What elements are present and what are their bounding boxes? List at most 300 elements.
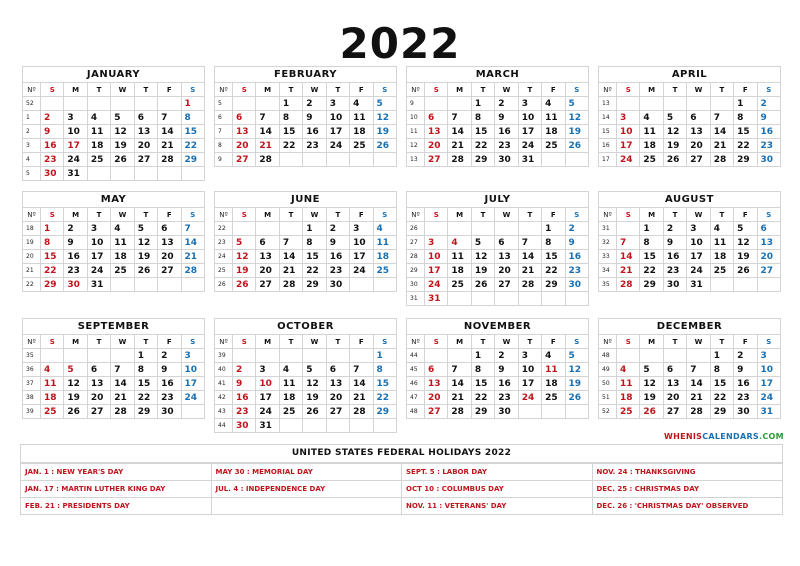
day-cell: 5 (233, 236, 256, 250)
weekday-header: F (734, 335, 757, 349)
day-cell: 27 (757, 264, 780, 278)
week-row (23, 278, 205, 292)
holiday-separator: : (238, 485, 246, 493)
month-table (598, 82, 781, 167)
brand-part-1: WHENIS (664, 432, 703, 441)
day-cell: 17 (425, 264, 448, 278)
weekday-header-row (23, 83, 205, 97)
day-cell: 15 (373, 377, 396, 391)
day-cell: 25 (542, 391, 565, 405)
holiday-cell (402, 464, 593, 481)
week-number: 2 (23, 125, 41, 139)
empty-day-cell (111, 278, 134, 292)
weekday-header: S (617, 83, 640, 97)
day-cell: 12 (303, 377, 326, 391)
week-number-header: Nº (407, 83, 425, 97)
day-cell: 2 (158, 349, 181, 363)
empty-day-cell (181, 167, 204, 181)
week-number: 26 (215, 278, 233, 292)
day-cell: 15 (734, 125, 757, 139)
day-cell: 28 (448, 153, 471, 167)
week-number: 14 (599, 111, 617, 125)
day-cell: 5 (373, 97, 396, 111)
empty-day-cell (279, 349, 302, 363)
day-cell: 22 (303, 264, 326, 278)
empty-day-cell (279, 222, 302, 236)
day-cell: 21 (687, 391, 710, 405)
day-cell: 14 (256, 125, 279, 139)
day-cell: 20 (158, 250, 181, 264)
week-number: 15 (599, 125, 617, 139)
week-row (599, 377, 781, 391)
day-cell: 22 (542, 264, 565, 278)
week-row (215, 278, 397, 292)
empty-day-cell (518, 222, 541, 236)
weekday-header: T (134, 335, 157, 349)
weekday-header: M (64, 208, 87, 222)
holiday-separator: : (436, 502, 445, 510)
week-row (215, 419, 397, 433)
day-cell: 9 (303, 111, 326, 125)
day-cell: 29 (542, 278, 565, 292)
day-cell: 29 (181, 153, 204, 167)
weekday-header-row (407, 335, 589, 349)
day-cell: 17 (350, 250, 373, 264)
day-cell: 6 (663, 363, 686, 377)
day-cell: 25 (640, 153, 663, 167)
week-number: 49 (599, 363, 617, 377)
week-row (215, 125, 397, 139)
day-cell: 2 (326, 222, 349, 236)
week-row (407, 125, 589, 139)
day-cell: 18 (373, 250, 396, 264)
week-row (23, 377, 205, 391)
day-cell: 13 (425, 125, 448, 139)
week-number: 19 (23, 236, 41, 250)
day-cell: 28 (181, 264, 204, 278)
week-row (23, 405, 205, 419)
week-row (599, 222, 781, 236)
day-cell: 7 (158, 111, 181, 125)
holiday-cell (402, 481, 593, 498)
week-row (215, 349, 397, 363)
day-cell: 24 (425, 278, 448, 292)
day-cell: 18 (350, 125, 373, 139)
week-number: 31 (407, 292, 425, 306)
holiday-row (21, 498, 783, 515)
week-number: 35 (23, 349, 41, 363)
week-number: 39 (215, 349, 233, 363)
day-cell: 14 (181, 236, 204, 250)
day-cell: 8 (542, 236, 565, 250)
day-cell: 13 (495, 250, 518, 264)
day-cell: 15 (471, 125, 494, 139)
day-cell: 14 (350, 377, 373, 391)
week-number: 21 (23, 264, 41, 278)
empty-day-cell (565, 153, 588, 167)
day-cell: 12 (663, 125, 686, 139)
month-january (22, 66, 205, 181)
empty-day-cell (326, 153, 349, 167)
holiday-date: DEC. 26 (596, 502, 628, 510)
empty-day-cell (518, 405, 541, 419)
empty-day-cell (663, 349, 686, 363)
day-cell: 22 (181, 139, 204, 153)
weekday-header: S (373, 335, 396, 349)
day-cell: 26 (233, 278, 256, 292)
empty-day-cell (471, 292, 494, 306)
week-row (407, 153, 589, 167)
empty-day-cell (687, 97, 710, 111)
week-number: 31 (599, 222, 617, 236)
week-number: 34 (599, 264, 617, 278)
week-number-header: Nº (215, 83, 233, 97)
weekday-header: S (233, 335, 256, 349)
day-cell: 15 (134, 377, 157, 391)
weekday-header: S (41, 83, 64, 97)
week-row (407, 405, 589, 419)
holiday-cell (211, 481, 402, 498)
empty-day-cell (448, 97, 471, 111)
empty-day-cell (87, 167, 110, 181)
empty-day-cell (303, 349, 326, 363)
week-number: 5 (215, 97, 233, 111)
day-cell: 30 (233, 419, 256, 433)
empty-day-cell (111, 349, 134, 363)
day-cell: 16 (326, 250, 349, 264)
empty-day-cell (373, 153, 396, 167)
day-cell: 4 (448, 236, 471, 250)
weekday-header: T (87, 83, 110, 97)
holiday-date: NOV. 24 (596, 468, 628, 476)
weekday-header-row (407, 208, 589, 222)
week-number: 52 (599, 405, 617, 419)
day-cell: 3 (425, 236, 448, 250)
day-cell: 15 (279, 125, 302, 139)
day-cell: 17 (87, 250, 110, 264)
day-cell: 21 (256, 139, 279, 153)
holiday-name: NEW YEAR'S DAY (56, 468, 124, 476)
week-row (23, 125, 205, 139)
week-row (599, 405, 781, 419)
month-march (406, 66, 589, 167)
empty-day-cell (734, 278, 757, 292)
week-row (407, 349, 589, 363)
week-row (407, 264, 589, 278)
day-cell: 8 (373, 363, 396, 377)
week-number: 10 (407, 111, 425, 125)
holiday-date: SEPT. 5 (406, 468, 435, 476)
day-cell: 29 (710, 405, 733, 419)
day-cell: 5 (640, 363, 663, 377)
holiday-name: VETERANS' DAY (444, 502, 507, 510)
weekday-header-row (215, 335, 397, 349)
week-number: 45 (407, 363, 425, 377)
day-cell: 20 (87, 391, 110, 405)
day-cell: 10 (87, 236, 110, 250)
brand-logo[interactable] (664, 432, 784, 441)
day-cell: 25 (87, 153, 110, 167)
week-row (23, 391, 205, 405)
day-cell: 27 (663, 405, 686, 419)
week-row (599, 125, 781, 139)
day-cell: 11 (542, 363, 565, 377)
day-cell: 9 (495, 363, 518, 377)
empty-day-cell (41, 349, 64, 363)
empty-day-cell (87, 97, 110, 111)
day-cell: 19 (134, 250, 157, 264)
day-cell: 14 (687, 377, 710, 391)
day-cell: 22 (373, 391, 396, 405)
empty-day-cell (448, 349, 471, 363)
empty-day-cell (256, 222, 279, 236)
holiday-cell (21, 498, 212, 515)
weekday-header: F (158, 335, 181, 349)
holiday-date: MAY 30 (215, 468, 245, 476)
day-cell: 26 (734, 264, 757, 278)
day-cell: 9 (64, 236, 87, 250)
day-cell: 21 (111, 391, 134, 405)
week-number: 30 (407, 278, 425, 292)
day-cell: 5 (111, 111, 134, 125)
week-number: 48 (407, 405, 425, 419)
empty-day-cell (134, 167, 157, 181)
weekday-header: T (87, 208, 110, 222)
day-cell: 1 (471, 349, 494, 363)
week-row (599, 391, 781, 405)
week-number: 23 (215, 236, 233, 250)
day-cell: 3 (64, 111, 87, 125)
weekday-header: F (734, 83, 757, 97)
day-cell: 27 (495, 278, 518, 292)
day-cell: 3 (256, 363, 279, 377)
empty-day-cell (233, 97, 256, 111)
holiday-name: MEMORIAL DAY (252, 468, 313, 476)
day-cell: 6 (425, 363, 448, 377)
holidays-table (20, 463, 783, 515)
week-row (215, 97, 397, 111)
weekday-header-row (215, 208, 397, 222)
month-table (406, 82, 589, 167)
day-cell: 1 (640, 222, 663, 236)
empty-day-cell (617, 222, 640, 236)
day-cell: 9 (158, 363, 181, 377)
day-cell: 5 (663, 111, 686, 125)
day-cell: 16 (663, 250, 686, 264)
day-cell: 26 (373, 139, 396, 153)
day-cell: 4 (87, 111, 110, 125)
day-cell: 25 (542, 139, 565, 153)
day-cell: 26 (640, 405, 663, 419)
day-cell: 20 (256, 264, 279, 278)
week-row (23, 111, 205, 125)
day-cell: 30 (326, 278, 349, 292)
week-row (215, 250, 397, 264)
day-cell: 20 (663, 391, 686, 405)
day-cell: 12 (373, 111, 396, 125)
day-cell: 23 (495, 391, 518, 405)
day-cell: 23 (757, 139, 780, 153)
week-row (215, 139, 397, 153)
week-number: 13 (407, 153, 425, 167)
weekday-header: T (279, 83, 302, 97)
day-cell: 19 (233, 264, 256, 278)
weekday-header: F (734, 208, 757, 222)
day-cell: 20 (134, 139, 157, 153)
day-cell: 10 (181, 363, 204, 377)
holiday-name: COLUMBUS DAY (441, 485, 504, 493)
weekday-header-row (23, 335, 205, 349)
day-cell: 6 (495, 236, 518, 250)
day-cell: 4 (41, 363, 64, 377)
weekday-header: T (518, 208, 541, 222)
day-cell: 1 (41, 222, 64, 236)
weekday-header: M (640, 83, 663, 97)
holiday-date: NOV. 11 (406, 502, 437, 510)
day-cell: 20 (326, 391, 349, 405)
brand-part-2: CALENDARS (702, 432, 759, 441)
weekday-header: F (158, 208, 181, 222)
day-cell: 24 (87, 264, 110, 278)
week-number: 41 (215, 377, 233, 391)
day-cell: 15 (640, 250, 663, 264)
day-cell: 21 (181, 250, 204, 264)
day-cell: 11 (87, 125, 110, 139)
week-number: 36 (23, 363, 41, 377)
holidays-title: UNITED STATES FEDERAL HOLIDAYS 2022 (20, 444, 783, 463)
day-cell: 28 (448, 405, 471, 419)
day-cell: 14 (518, 250, 541, 264)
day-cell: 29 (640, 278, 663, 292)
day-cell: 14 (448, 125, 471, 139)
day-cell: 30 (495, 153, 518, 167)
week-row (407, 139, 589, 153)
holiday-cell (211, 464, 402, 481)
month-december (598, 318, 781, 419)
week-row (599, 111, 781, 125)
week-number-header: Nº (23, 208, 41, 222)
day-cell: 8 (181, 111, 204, 125)
day-cell: 27 (256, 278, 279, 292)
day-cell: 21 (158, 139, 181, 153)
day-cell: 24 (256, 405, 279, 419)
day-cell: 29 (303, 278, 326, 292)
weekday-header: W (111, 208, 134, 222)
day-cell: 17 (256, 391, 279, 405)
week-row (407, 250, 589, 264)
week-number: 46 (407, 377, 425, 391)
month-name: JULY (406, 191, 589, 207)
month-table (22, 334, 205, 419)
day-cell: 16 (64, 250, 87, 264)
week-number: 3 (23, 139, 41, 153)
day-cell: 23 (233, 405, 256, 419)
weekday-header: T (663, 208, 686, 222)
empty-day-cell (326, 349, 349, 363)
weekday-header: M (256, 208, 279, 222)
holiday-row (21, 481, 783, 498)
day-cell: 19 (640, 391, 663, 405)
day-cell: 26 (111, 153, 134, 167)
day-cell: 12 (640, 377, 663, 391)
weekday-header: M (448, 83, 471, 97)
day-cell: 24 (350, 264, 373, 278)
week-row (599, 363, 781, 377)
empty-day-cell (710, 97, 733, 111)
weekday-header: W (303, 208, 326, 222)
weekday-header: F (158, 83, 181, 97)
day-cell: 6 (757, 222, 780, 236)
weekday-header: T (710, 83, 733, 97)
month-name: NOVEMBER (406, 318, 589, 334)
day-cell: 3 (181, 349, 204, 363)
day-cell: 5 (303, 363, 326, 377)
weekday-header: F (542, 335, 565, 349)
week-number: 38 (23, 391, 41, 405)
day-cell: 22 (41, 264, 64, 278)
empty-day-cell (233, 222, 256, 236)
empty-day-cell (303, 419, 326, 433)
week-row (407, 278, 589, 292)
day-cell: 17 (64, 139, 87, 153)
week-number: 11 (407, 125, 425, 139)
day-cell: 1 (471, 97, 494, 111)
week-row (407, 97, 589, 111)
empty-day-cell (158, 278, 181, 292)
day-cell: 6 (687, 111, 710, 125)
day-cell: 10 (64, 125, 87, 139)
day-cell: 7 (687, 363, 710, 377)
holiday-date: OCT 10 (406, 485, 435, 493)
day-cell: 10 (425, 250, 448, 264)
day-cell: 27 (233, 153, 256, 167)
weekday-header: W (111, 335, 134, 349)
weekday-header: S (41, 208, 64, 222)
day-cell: 8 (471, 111, 494, 125)
day-cell: 31 (64, 167, 87, 181)
day-cell: 23 (64, 264, 87, 278)
empty-day-cell (640, 349, 663, 363)
weekday-header: S (425, 83, 448, 97)
weekday-header: S (565, 208, 588, 222)
day-cell: 28 (158, 153, 181, 167)
day-cell: 23 (41, 153, 64, 167)
day-cell: 23 (663, 264, 686, 278)
day-cell: 1 (373, 349, 396, 363)
empty-day-cell (542, 153, 565, 167)
weekday-header: W (303, 83, 326, 97)
week-row (599, 349, 781, 363)
day-cell: 21 (350, 391, 373, 405)
day-cell: 6 (233, 111, 256, 125)
day-cell: 27 (425, 153, 448, 167)
week-number-header: Nº (215, 335, 233, 349)
month-september (22, 318, 205, 419)
day-cell: 2 (495, 97, 518, 111)
week-number-header: Nº (599, 83, 617, 97)
holiday-cell (211, 498, 402, 515)
weekday-header: S (41, 335, 64, 349)
day-cell: 22 (471, 139, 494, 153)
empty-day-cell (279, 153, 302, 167)
day-cell: 2 (303, 97, 326, 111)
day-cell: 31 (87, 278, 110, 292)
day-cell: 29 (471, 405, 494, 419)
holiday-separator: : (627, 485, 635, 493)
empty-day-cell (373, 278, 396, 292)
day-cell: 4 (640, 111, 663, 125)
weekday-header: S (181, 83, 204, 97)
